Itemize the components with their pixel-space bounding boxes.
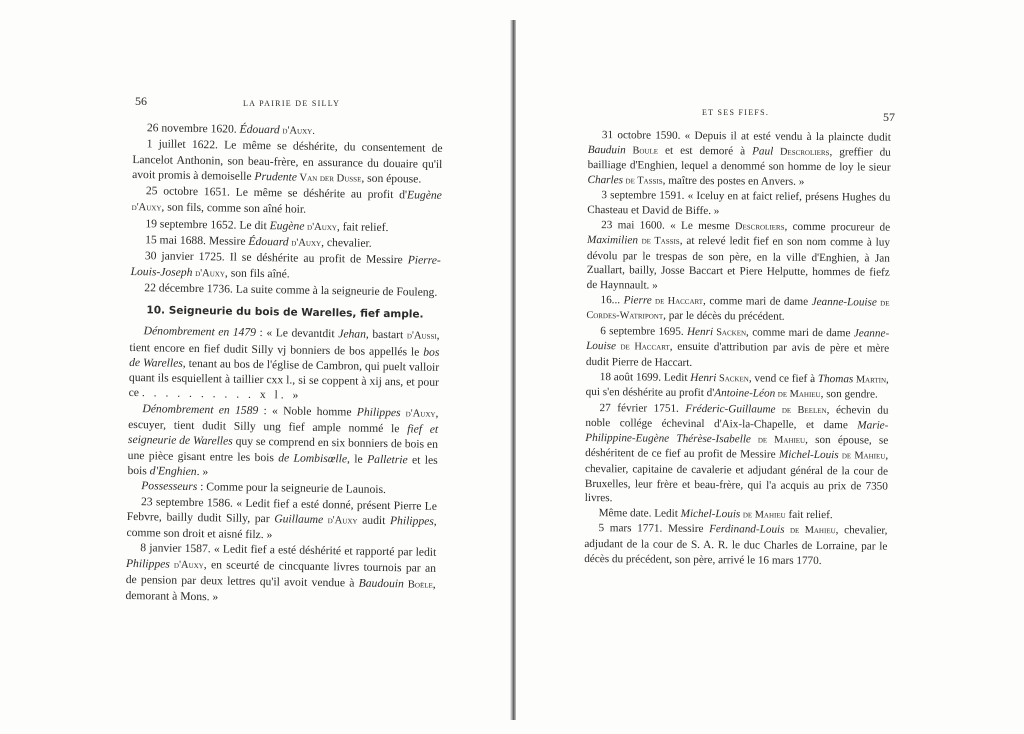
entry-1620: 26 novembre 1620. Édouard d'Auxy.: [146, 121, 316, 137]
running-head-left: LA PAIRIE DE SILLY: [243, 99, 341, 108]
entry-1751: 27 février 1751. Fréderic-Guillaume de Beelen, échevin du noble collége échevinal d'Aix-la-Chapelle, et dame Marie-Philippine-Eugène Thérèse-Isabelle de Mahieu, son épouse, se déshéritent de ce fief au profit de Messire Michel-Louis de Mahieu, chevalier, capitaine de cavalerie et adjudant général de la cour de Bruxelles, leur frère et beau-frère, qui l'a acquis au prix de 7350 livres.: [584, 401, 889, 505]
entry-1652: 19 septembre 1652. Le dit Eugène d'Auxy, fait relief.: [145, 216, 389, 234]
running-head-right: ET SES FIEFS.: [702, 108, 770, 117]
denombrement-1589: Dénombrement en 1589 : « Noble homme Philippes d'Auxy, escuyer, tient dudit Silly ung fief ample nommé le fief et seigneurie de Warelles quy se comprend en six bonniers de bois en une pièce gisant entre les bois de Lombisœlle, le Palletrie et les bois d'Enghien. »: [127, 401, 439, 479]
entry-1725: 30 janvier 1725. Il se déshérite au profit de Messire Pierre-Louis-Joseph d'Auxy, son fils aîné.: [130, 249, 441, 281]
right-page: [516, 0, 1024, 734]
entry-same-date: Même date. Ledit Michel-Louis de Mahieu fait relief.: [598, 506, 833, 521]
denombrement-1479: Dénombrement en 1479 : « Le devantdit Jehan, bastart d'Aussi, tient encore en fief dudit Silly vj bonniers de bos appellés le bos de Warelles, tenant au bos de l'église de Cambron, qui puelt valloir quant ils esquiellent à taillier cxx l., si se coppent à xij ans, et pour ce . . . . . . . . . . x l. »: [128, 324, 440, 403]
entry-1590: 31 octobre 1590. « Depuis il at esté vendu à la plaincte dudit Bauduin Boule et est demoré à Paul Descroliers, greffier du bailliage d'Enghien, lequel a denommé son homme de loy le sieur Charles de Tassis, maître des postes en Anvers. »: [587, 129, 891, 188]
entry-1600: 23 mai 1600. « Le mesme Descroliers, comme procureur de Maximilien de Tassis, at relevé ledit fief en son nom comme à luy dévolu par le trespas de son père, en la ville d'Enghien, à Jan Zuallart, bailly, Josse Baccart et Piere Helputte, hommes de fiefz de Haynnault. »: [586, 218, 891, 292]
page-number-left: 56: [135, 94, 147, 108]
entry-1695: 6 septembre 1695. Henri Sacken, comme mari de dame Jeanne-Louise de Haccart, ensuite d'attribution par avis de père et mère dudit Pierre de Haccart.: [585, 324, 890, 369]
entry-1736: 22 décembre 1736. La suite comme à la seigneurie de Fouleng.: [144, 281, 438, 299]
entry-1591: 3 septembre 1591. « Iceluy en at faict relief, présens Hughes du Chasteau et David de Biffe. »: [587, 189, 891, 218]
section-heading: 10. Seigneurie du bois de Warelles, fief ample.: [146, 304, 424, 321]
entry-1651: 25 octobre 1651. Le même se déshérite au profit d'Eugène d'Auxy, son fils, comme son aîné hoir.: [131, 184, 442, 217]
right-page-body: [584, 128, 891, 569]
entry-1699: 18 août 1699. Ledit Henri Sacken, vend ce fief à Thomas Martin, qui s'en déshérite au profit d'Antoine-Léon de Mahieu, son gendre.: [585, 370, 889, 401]
entry-1587: 8 janvier 1587. « Ledit fief a esté déshérité et rapporté par ledit Philippes d'Auxy, en sceurté de cincquante livres tournois par an de pension par deux lettres qu'il avoit vendue à Baudouin Boële, demorant à Mons. »: [125, 541, 437, 604]
entry-16xx: 16... Pierre de Haccart, comme mari de dame Jeanne-Louise de Cordes-Watripont, par le décès du précédent.: [586, 293, 890, 323]
entry-1771: 5 mars 1771. Messire Ferdinand-Louis de Mahieu, chevalier, adjudant de la cour de S. A. R. le duc Charles de Lorraine, par le décès du précédent, son père, arrivé le 16 mars 1770.: [584, 522, 888, 567]
entry-1688: 15 mai 1688. Messire Édouard d'Auxy, chevalier.: [145, 233, 372, 250]
page-number-right: 57: [883, 110, 895, 124]
entry-1586: 23 septembre 1586. « Ledit fief a esté donné, présent Pierre Le Febvre, bailly dudit Silly, par Guillaume d'Auxy audit Philippes, comme son droit et aisné filz. »: [126, 494, 438, 542]
left-page: [0, 0, 510, 734]
possesseurs: Possesseurs : Comme pour la seigneurie de Launois.: [141, 479, 387, 497]
left-page-body: [125, 120, 443, 608]
entry-1622: 1 juillet 1622. Le même se déshérite, du consentement de Lancelot Anthonin, son beau-frère, en assurance du douaire qu'il avoit promis à demoiselle Prudente Van der Dusse, son épouse.: [132, 137, 443, 186]
